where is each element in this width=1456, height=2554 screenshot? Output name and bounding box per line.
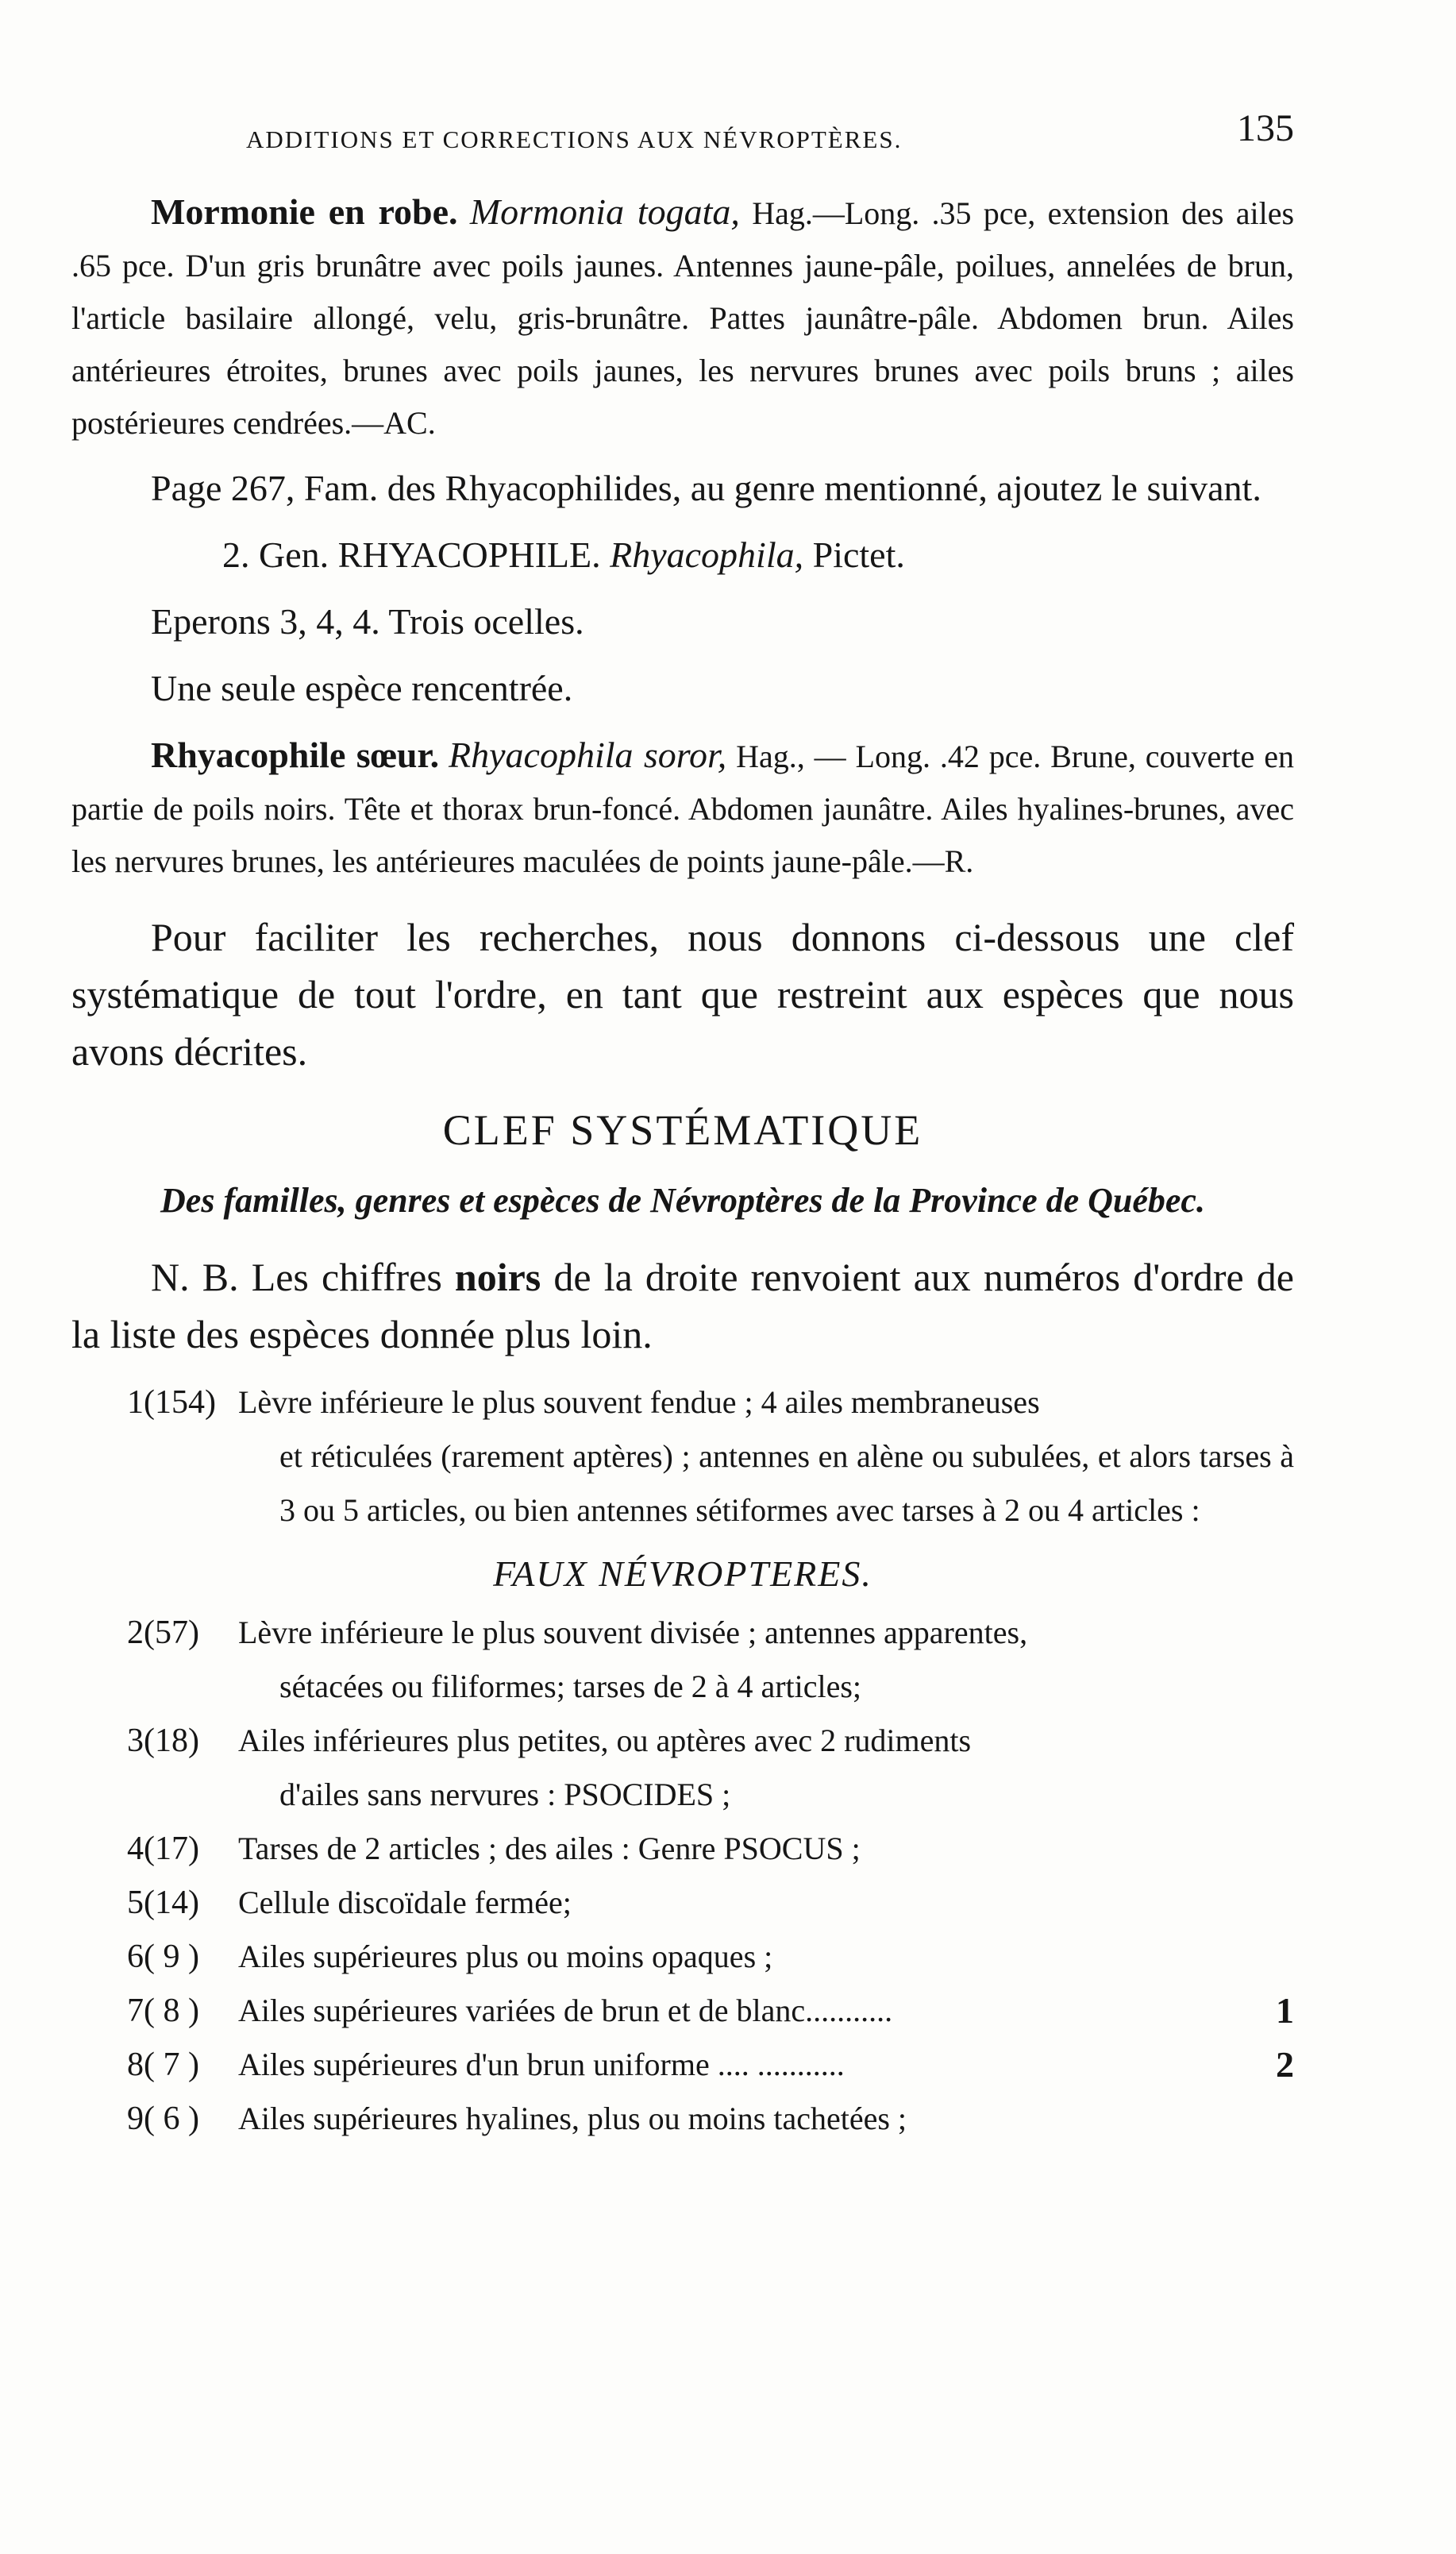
paragraph-mormonie — [71, 184, 1294, 449]
key-text — [238, 1375, 1294, 1537]
key-text: Ailes supérieures plus ou moins opaques ; — [238, 1939, 773, 1974]
key-entry — [71, 1822, 1294, 1876]
key-first-line: Lèvre inférieure le plus souvent fendue ; 4 ailes membraneuses — [238, 1384, 1040, 1420]
key-reference-number: 2 — [1276, 2044, 1294, 2085]
key-number: 7( 8 ) — [127, 1993, 199, 2029]
key-entry — [71, 1375, 1294, 1537]
key-first-line: Lèvre inférieure le plus souvent divisée ; antennes apparentes, — [238, 1615, 1028, 1650]
key-text — [238, 1606, 1294, 1714]
nb-part-b: de la droite renvoient aux numéros d'ordre de la liste des espèces donnée plus loin. — [71, 1255, 1295, 1356]
key-number: 4(17) — [127, 1831, 199, 1867]
key-text — [238, 1714, 1294, 1822]
nb-bold-word: noirs — [454, 1255, 541, 1299]
species2-description: Hag., — Long. .42 pce. Brune, couverte en partie de poils noirs. Tête et thorax brun-foncé. Abdomen jaunâtre. Ailes hyalines-brunes, avec les nervures brunes, les antérieures maculées de points jaune-pâle.—R. — [71, 739, 1295, 879]
key-entry — [71, 1984, 1294, 2038]
page-body — [71, 184, 1294, 2146]
key-number: 9( 6 ) — [127, 2101, 199, 2137]
paragraph-rhyacophile — [71, 727, 1294, 888]
section-subtitle: Des familles, genres et espèces de Névroptères de la Province de Québec. — [160, 1181, 1205, 1220]
species-description: Hag.—Long. .35 pce, extension des ailes .65 pce. D'un gris brunâtre avec poils jaunes. Antennes jaune-pâle, poilues, annelées de brun, l'article basilaire allongé, velu, gris-brunâtre. Pattes jaunâtre-pâle. Abdomen brun. Ailes antérieures étroites, brunes avec poils jaunes, les nervures brunes avec poils bruns ; ailes postérieures cendrées.—AC. — [71, 195, 1295, 441]
key-text: Ailes supérieures hyalines, plus ou moins tachetées ; — [238, 2101, 907, 2136]
key-number: 1(154) — [127, 1384, 216, 1421]
paragraph-eperons: Eperons 3, 4, 4. Trois ocelles. — [151, 601, 584, 642]
species2-latin-name: Rhyacophila soror, — [449, 735, 727, 775]
key-number: 3(18) — [127, 1723, 199, 1759]
key-entry — [71, 2092, 1294, 2146]
key-entry — [71, 2038, 1294, 2092]
page-number: 135 — [1237, 107, 1294, 149]
genus-name: 2. Gen. RHYACOPHILE. — [222, 534, 601, 575]
nb-part-a: N. B. Les chiffres — [151, 1255, 442, 1299]
key-entry — [71, 1876, 1294, 1930]
key-entry — [71, 1930, 1294, 1984]
group-heading: FAUX NÉVROPTERES. — [493, 1553, 872, 1594]
species-latin-name: Mormonia togata, — [469, 191, 740, 232]
paragraph-intro-key: Pour faciliter les recherches, nous donnons ci-dessous une clef systématique de tout l'ordre, en tant que restreint aux espèces que nous avons décrites. — [71, 915, 1294, 1074]
species-common-name: Mormonie en robe. — [151, 191, 458, 232]
key-number: 2(57) — [127, 1615, 199, 1651]
key-continuation: et réticulées (rarement aptères) ; antennes en alène ou subulées, et alors tarses à 3 ou 5 articles, ou bien antennes sétiformes avec tarses à 2 ou 4 articles : — [279, 1438, 1294, 1528]
key-number: 8( 7 ) — [127, 2047, 199, 2083]
paragraph-page-ref: Page 267, Fam. des Rhyacophilides, au genre mentionné, ajoutez le suivant. — [151, 468, 1261, 508]
genus-latin-name: Rhyacophila, — [610, 534, 804, 575]
key-text: Cellule discoïdale fermée; — [238, 1885, 572, 1920]
page-header — [238, 102, 1294, 153]
paragraph-single-species: Une seule espèce rencentrée. — [151, 668, 573, 708]
key-entry — [71, 1714, 1294, 1822]
key-reference-number: 1 — [1276, 1990, 1294, 2031]
species2-common-name: Rhyacophile sœur. — [151, 735, 440, 775]
section-title: CLEF SYSTÉMATIQUE — [442, 1106, 923, 1154]
key-text: Tarses de 2 articles ; des ailes : Genre PSOCUS ; — [238, 1831, 861, 1866]
key-continuation: sétacées ou filiformes; tarses de 2 à 4 articles; — [279, 1669, 862, 1704]
key-continuation: d'ailes sans nervures : PSOCIDES ; — [279, 1777, 731, 1812]
nota-bene — [71, 1248, 1294, 1363]
key-number: 6( 9 ) — [127, 1939, 199, 1975]
genus-heading — [71, 527, 1294, 583]
key-entry — [71, 1606, 1294, 1714]
key-first-line: Ailes inférieures plus petites, ou aptères avec 2 rudiments — [238, 1723, 972, 1758]
key-number: 5(14) — [127, 1885, 199, 1921]
identification-key — [71, 1375, 1294, 2146]
running-head: ADDITIONS ET CORRECTIONS AUX NÉVROPTÈRES. — [246, 125, 903, 153]
key-text: Ailes supérieures d'un brun uniforme .... ........... — [238, 2047, 845, 2082]
key-text: Ailes supérieures variées de brun et de blanc........... — [238, 1993, 893, 2028]
genus-author: Pictet. — [812, 534, 905, 575]
